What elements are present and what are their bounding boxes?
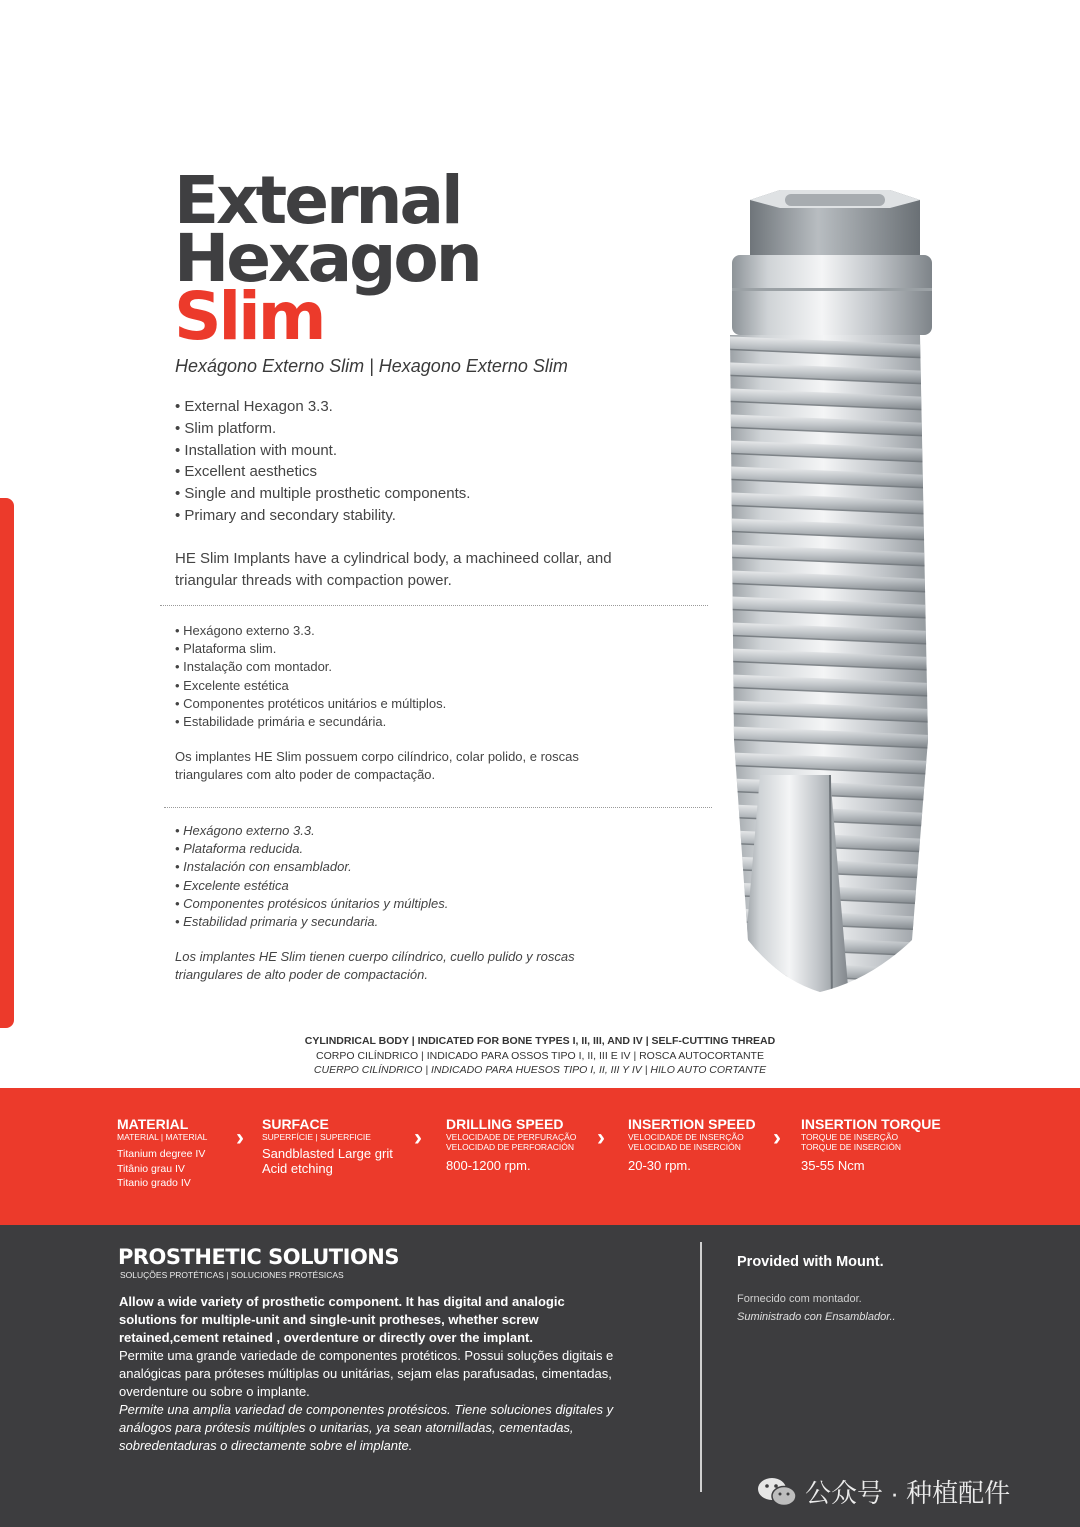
list-item: • Slim platform. [175,418,470,440]
list-item: • Primary and secondary stability. [175,505,470,527]
spec-drilling-speed [446,1116,576,1173]
spec-subtitle: TORQUE DE INSERÇÃO [801,1132,899,1142]
spec-value: 35-55 Ncm [801,1158,865,1173]
spec-subtitle: MATERIAL | MATERIAL [117,1132,208,1142]
list-item: • Instalação com montador. [175,658,446,676]
list-item: • Single and multiple prosthetic components. [175,483,470,505]
list-item: • Estabilidade primária e secundária. [175,713,446,731]
list-item: • Estabilidad primaria y secundaria. [175,913,448,931]
dotted-divider [160,605,708,606]
title-line-1: External [174,162,461,239]
spec-insertion-torque [801,1116,941,1173]
prosthetic-subtitle: SOLUÇÕES PROTÉTICAS | SOLUCIONES PROTÉSICAS [120,1270,344,1280]
spec-title: SURFACE [262,1116,329,1132]
list-item: • Hexágono externo 3.3. [175,822,448,840]
spec-subtitle: VELOCIDADE DE PERFURAÇÃO [446,1132,577,1142]
spec-title: MATERIAL [117,1116,189,1132]
spec-value-es: Titanio grado IV [117,1177,191,1189]
list-item: • Excellent aesthetics [175,461,470,483]
spec-value [117,1147,207,1191]
mount-text-es: Suministrado con Ensamblador.. [737,1311,896,1323]
spec-subtitle: VELOCIDADE DE INSERÇÃO [628,1132,744,1142]
mount-text-pt: Fornecido com montador. [737,1293,862,1305]
description-en: HE Slim Implants have a cylindrical body, a machineed collar, and triangular threads with compaction power. [175,550,612,589]
list-item: • Plataforma reducida. [175,840,448,858]
spec-subtitle: VELOCIDAD DE PERFORACIÓN [446,1142,574,1152]
spec-title: DRILLING SPEED [446,1116,564,1132]
chevron-right-icon: › [236,1124,244,1151]
indication-caption [240,1034,840,1078]
spec-material [117,1116,207,1191]
title-line-3: Slim [174,278,324,355]
title-line-2: Hexagon [174,220,480,297]
spec-subtitle: TORQUE DE INSERCIÓN [801,1142,901,1152]
vertical-divider [700,1242,702,1492]
caption-es: CUERPO CILÍNDRICO | INDICADO PARA HUESOS TIPO I, II, III Y IV | HILO AUTO CORTANTE [313,1064,767,1077]
spec-subtitle: SUPERFÍCIE | SUPERFICIE [262,1132,371,1142]
spec-subtitle: VELOCIDAD DE INSERCIÓN [628,1142,741,1152]
implant-image [720,180,950,1020]
side-red-tab [0,498,14,1028]
dotted-divider [164,807,712,808]
description-es: Los implantes HE Slim tienen cuerpo cilíndrico, cuello pulido y roscas triangulares de alto poder de compactación. [175,949,575,982]
wechat-icon [757,1476,797,1508]
subtitle: Hexágono Externo Slim | Hexagono Externo Slim [175,356,568,376]
prosthetic-text-pt: Permite uma grande variedade de componentes protéticos. Possui soluções digitais e analógicas para próteses múltiplas ou unitárias, sejam elas parafusadas, cimentadas, overdenture ou sobre o implante. [119,1348,614,1399]
spec-surface [262,1116,402,1176]
spec-value-pt: Titânio grau IV [117,1162,185,1175]
list-item: • Componentes protésicos únitarios y múltiples. [175,895,448,913]
features-en-list [175,396,470,527]
features-es-list [175,822,448,931]
features-pt-list [175,622,446,731]
spec-band [0,1088,1080,1225]
spec-insertion-speed [628,1116,756,1173]
list-item: • External Hexagon 3.3. [175,396,470,418]
page-title [174,162,480,355]
spec-value-en: Titanium degree IV [117,1148,206,1160]
spec-value: 800-1200 rpm. [446,1158,531,1173]
spec-value: 20-30 rpm. [628,1158,691,1173]
chevron-right-icon: › [414,1124,422,1151]
list-item: • Installation with mount. [175,440,470,462]
spec-value: Sandblasted Large grit Acid etching [262,1146,393,1176]
spec-title: INSERTION SPEED [628,1116,756,1132]
list-item: • Excelente estética [175,677,446,695]
prosthetic-text-en: Allow a wide variety of prosthetic component. It has digital and analogic solutions for multiple-unit and single-unit protheses, whether screw retained,cement retained , overdenture or directly over the implant. [119,1294,565,1345]
description-pt: Os implantes HE Slim possuem corpo cilíndrico, colar polido, e roscas triangulares com alto poder de compactação. [175,749,579,782]
watermark [757,1473,1010,1510]
list-item: • Plataforma slim. [175,640,446,658]
caption-en: CYLINDRICAL BODY | INDICATED FOR BONE TYPES I, II, III, AND IV | SELF-CUTTING THREAD [304,1035,776,1047]
prosthetic-title: PROSTHETIC SOLUTIONS [118,1245,399,1269]
spec-title: INSERTION TORQUE [801,1116,941,1132]
prosthetic-text-es: Permite una amplia variedad de componentes protésicos. Tiene soluciones digitales y análogos para prótesis múltiples o unitarias, ya sean atornilladas, cementadas, sobredentaduras o directamente sobre el implante. [119,1402,614,1453]
caption-pt: CORPO CILÍNDRICO | INDICADO PARA OSSOS TIPO I, II, III E IV | ROSCA AUTOCORTANTE [316,1049,764,1062]
list-item: • Hexágono externo 3.3. [175,622,446,640]
prosthetic-band [0,1225,1080,1527]
mount-title: Provided with Mount. [737,1254,884,1270]
watermark-text: 公众号 · 种植配件 [805,1478,1011,1508]
chevron-right-icon: › [597,1124,605,1151]
prosthetic-body [119,1293,619,1455]
list-item: • Componentes protéticos unitários e múltiplos. [175,695,446,713]
list-item: • Excelente estética [175,877,448,895]
list-item: • Instalación con ensamblador. [175,858,448,876]
chevron-right-icon: › [773,1124,781,1151]
